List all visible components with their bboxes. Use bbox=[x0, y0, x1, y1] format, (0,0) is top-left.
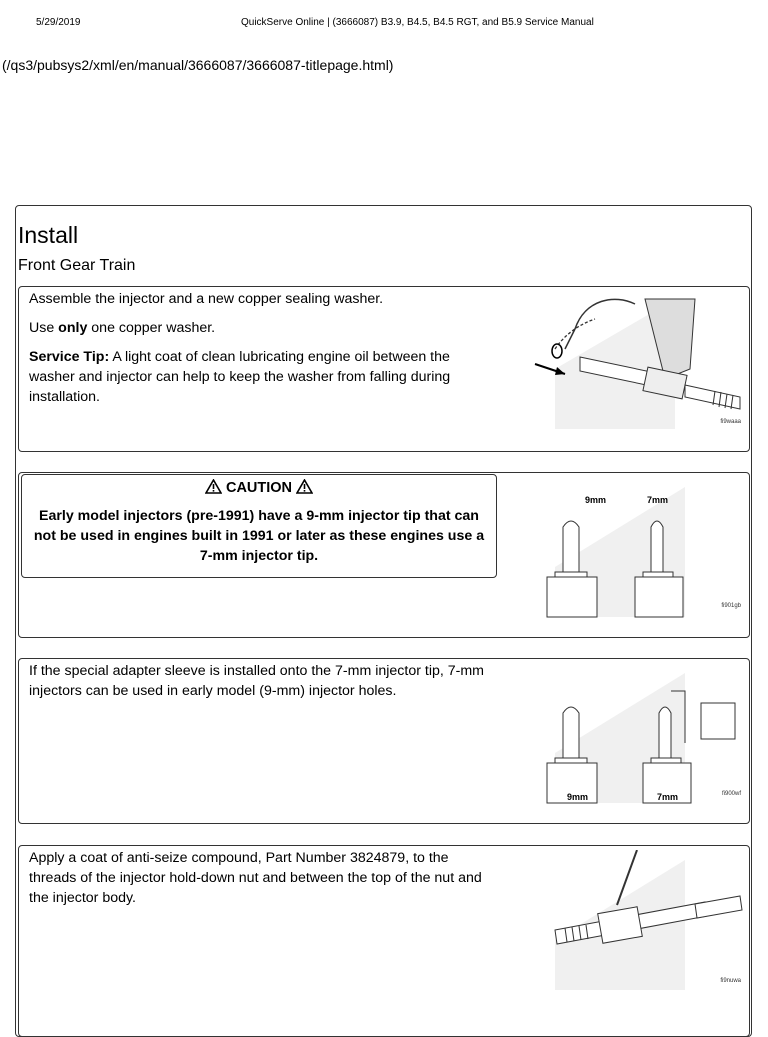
svg-text:7mm: 7mm bbox=[647, 495, 669, 505]
section-subtitle: Front Gear Train bbox=[18, 257, 136, 274]
step-4-text: Apply a coat of anti-seize compound, Part Number 3824879, to the threads of the injector hold-down nut and between the top of the nut and the injector body. bbox=[29, 850, 482, 906]
step-1-text bbox=[29, 289, 499, 416]
step-2 bbox=[18, 472, 750, 638]
caution-text: Early model injectors (pre-1991) have a 9-mm injector tip that can not be used in engines built in 1991 or later as these engines use a 7-mm injector tip. bbox=[33, 508, 485, 564]
adapter-sleeve-illustration bbox=[525, 663, 745, 813]
step-4 bbox=[18, 845, 750, 1037]
anti-seize-application-illustration bbox=[525, 850, 745, 1000]
service-tip-label: Service Tip: bbox=[29, 349, 110, 365]
step-1 bbox=[18, 286, 750, 452]
caution-title: CAUTION bbox=[22, 479, 496, 496]
warning-triangle-icon bbox=[296, 479, 313, 494]
print-header-title: QuickServe Online | (3666087) B3.9, B4.5, B4.5 RGT, and B5.9 Service Manual bbox=[241, 17, 594, 28]
injector-washer-illustration bbox=[525, 289, 745, 439]
titlepage-link[interactable]: (/qs3/pubsys2/xml/en/manual/3666087/3666087-titlepage.html) bbox=[2, 57, 394, 73]
svg-text:7mm: 7mm bbox=[657, 792, 679, 802]
warning-triangle-icon bbox=[205, 479, 222, 494]
figure-code: fi900wf bbox=[721, 791, 741, 797]
figure-code: fi9nuwa bbox=[720, 978, 741, 984]
step-3-text: If the special adapter sleeve is installed onto the 7-mm injector tip, 7-mm injectors can be used in early model (9-mm) injector holes. bbox=[29, 663, 484, 699]
injector-tip-comparison-illustration bbox=[525, 477, 745, 627]
step-1-para-2: Use only one copper washer. bbox=[29, 320, 216, 336]
svg-text:9mm: 9mm bbox=[585, 495, 607, 505]
caution-box bbox=[21, 474, 497, 578]
service-tip: Service Tip: A light coat of clean lubricating engine oil between the washer and injector can help to keep the washer from falling during installation. bbox=[29, 349, 451, 405]
section-title: Install bbox=[18, 222, 79, 248]
print-date: 5/29/2019 bbox=[36, 17, 81, 28]
figure-code: fi901gb bbox=[721, 603, 741, 609]
step-3 bbox=[18, 658, 750, 824]
step-1-para-1: Assemble the injector and a new copper sealing washer. bbox=[29, 291, 384, 307]
svg-text:9mm: 9mm bbox=[567, 792, 589, 802]
figure-code: fi9waaa bbox=[720, 419, 741, 425]
